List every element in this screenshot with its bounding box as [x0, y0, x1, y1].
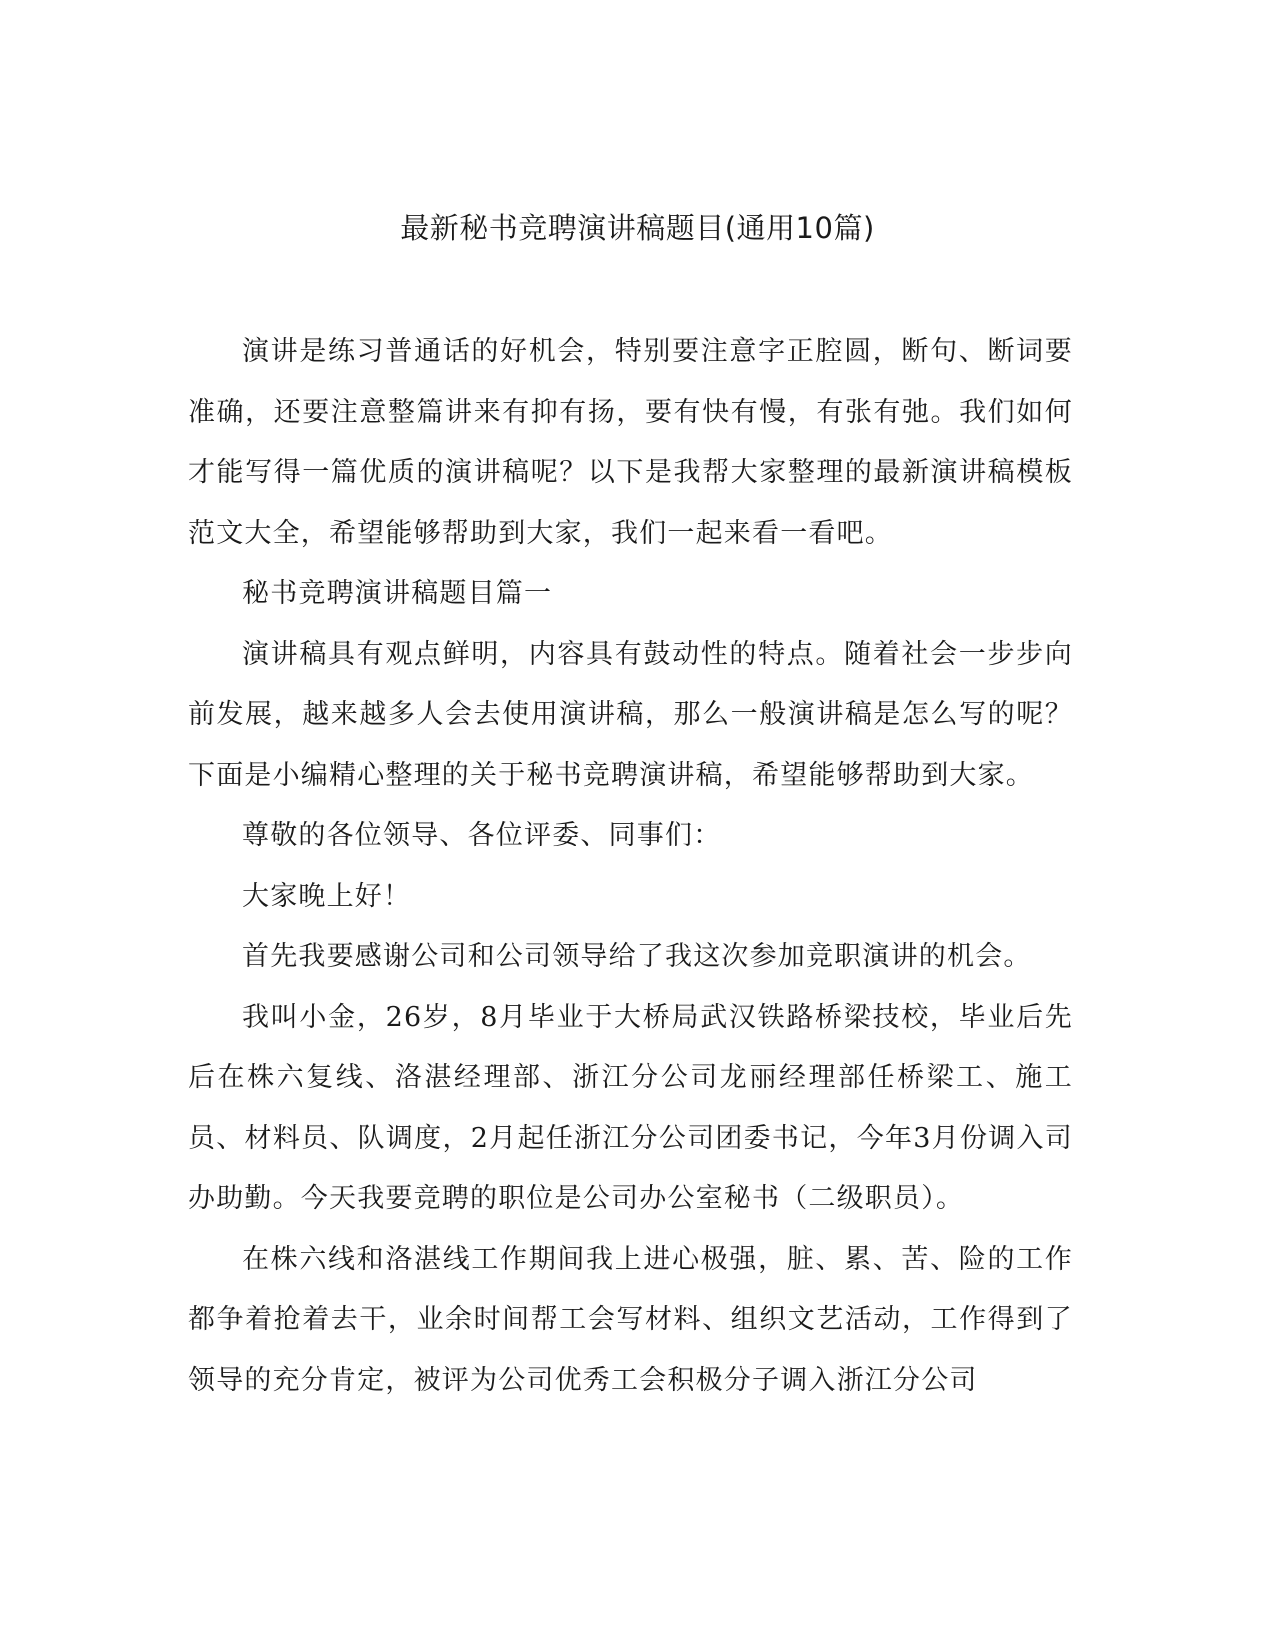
paragraph-section-intro: 演讲稿具有观点鲜明，内容具有鼓动性的特点。随着社会一步步向前发展，越来越多人会去使用演讲稿，那么一般演讲稿是怎么写的呢？下面是小编精心整理的关于秘书竞聘演讲稿，希望能够帮助到大家。 — [188, 638, 1073, 791]
document-title: 最新秘书竞聘演讲稿题目(通用10篇) — [400, 211, 875, 245]
paragraph-salutation: 尊敬的各位领导、各位评委、同事们： — [242, 820, 722, 851]
paragraph-thanks: 首先我要感谢公司和公司领导给了我这次参加竞职演讲的机会。 — [242, 941, 1032, 972]
paragraph-self-intro: 我叫小金，26岁，8月毕业于大桥局武汉铁路桥梁技校，毕业后先后在株六复线、洛湛经理部、浙江分公司龙丽经理部任桥梁工、施工员、材料员、队调度，2月起任浙江分公司团委书记，今年3月份调入司办助勤。今天我要竞聘的职位是公司办公室秘书（二级职员）。 — [188, 1001, 1073, 1214]
paragraph-intro: 演讲是练习普通话的好机会，特别要注意字正腔圆，断句、断词要准确，还要注意整篇讲来有抑有扬，要有快有慢，有张有弛。我们如何才能写得一篇优质的演讲稿呢？以下是我帮大家整理的最新演讲稿模板范文大全，希望能够帮助到大家，我们一起来看一看吧。 — [188, 336, 1073, 549]
document-body — [188, 322, 1073, 1411]
section-heading: 秘书竞聘演讲稿题目篇一 — [242, 578, 553, 609]
paragraph-work-history: 在株六线和洛湛线工作期间我上进心极强，脏、累、苦、险的工作都争着抢着去干，业余时间帮工会写材料、组织文艺活动，工作得到了领导的充分肯定，被评为公司优秀工会积极分子调入浙江分公司 — [188, 1243, 1073, 1396]
paragraph-greeting: 大家晚上好！ — [242, 880, 412, 912]
